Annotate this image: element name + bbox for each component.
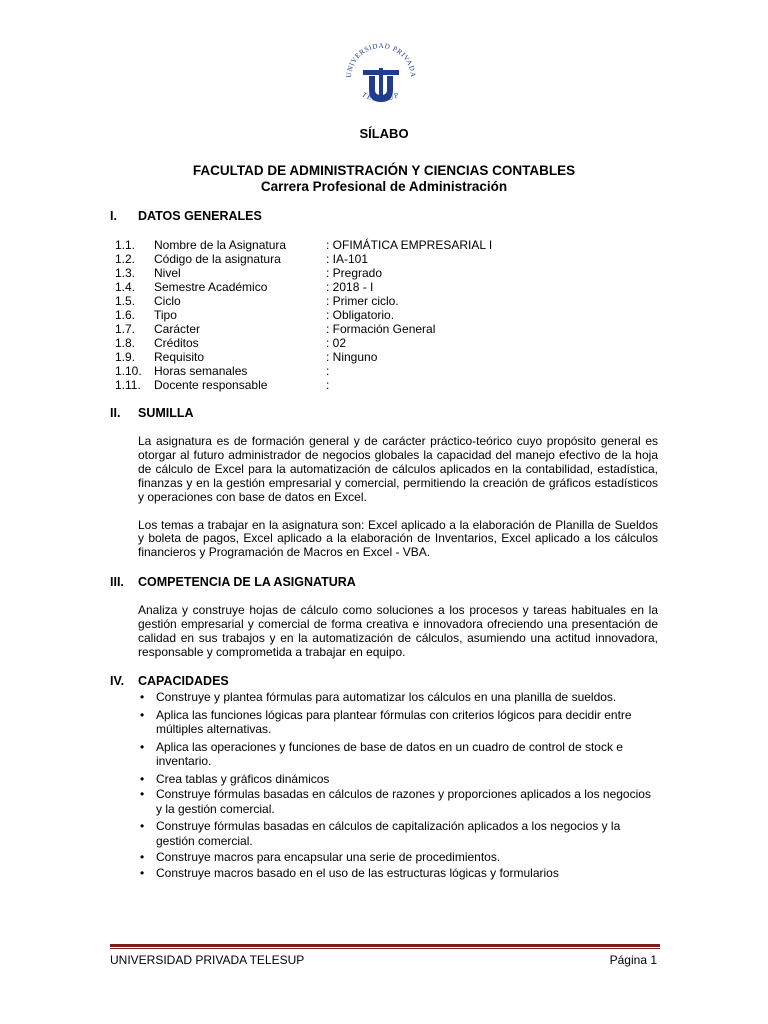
row-label: Créditos xyxy=(154,336,199,350)
row-value: : Formación General xyxy=(326,322,436,336)
row-label: Carácter xyxy=(154,322,201,336)
list-item: • Crea tablas y gráficos dinámicos xyxy=(138,772,658,787)
row-label: Tipo xyxy=(154,308,177,322)
footer-university: UNIVERSIDAD PRIVADA TELESUP xyxy=(110,953,305,967)
row-label: Docente responsable xyxy=(154,378,268,392)
list-item: • Construye fórmulas basadas en cálculos de razones y proporciones aplicados a los negocios y la gestión comercial. xyxy=(138,787,658,816)
footer-divider-thin xyxy=(110,948,660,949)
logo-text-bottom: TELESUP xyxy=(360,90,402,104)
faculty-title: FACULTAD DE ADMINISTRACIÓN Y CIENCIAS CONTABLES xyxy=(192,163,576,178)
row-value: : OFIMÁTICA EMPRESARIAL I xyxy=(326,238,493,252)
section-number: IV. xyxy=(110,674,125,688)
row-value: : Primer ciclo. xyxy=(326,294,399,308)
section-heading-competencia xyxy=(110,575,356,589)
capacidades-list xyxy=(138,690,658,880)
footer-divider xyxy=(110,944,660,947)
row-value: : Ninguno xyxy=(326,350,378,364)
list-item: • Construye macros basado en el uso de las estructuras lógicas y formularios xyxy=(138,866,658,881)
section-title: SUMILLA xyxy=(138,406,194,420)
paragraph: Analiza y construye hojas de cálculo como soluciones a los procesos y tareas habituales en la gestión empresarial y comercial de forma creativa e innovadora ofreciendo una presentación de calidad en sus trabajos y en la automatización de cálculos, asumiendo una actitud innovadora, responsable y comprometida a trabajar en equipo. xyxy=(138,603,658,659)
section-title: COMPETENCIA DE LA ASIGNATURA xyxy=(138,575,356,589)
list-item: • Construye fórmulas basadas en cálculos de capitalización aplicados a los negocios y la gestión comercial. xyxy=(138,819,658,848)
row-number: 1.2. xyxy=(115,252,136,266)
list-item: • Construye y plantea fórmulas para automatizar los cálculos en una planilla de sueldos. xyxy=(138,690,658,705)
row-label: Código de la asignatura xyxy=(154,252,281,266)
row-value: : Pregrado xyxy=(326,266,383,280)
row-label: Nivel xyxy=(154,266,181,280)
row-value: : 2018 - I xyxy=(326,280,374,294)
list-item: • Construye macros para encapsular una serie de procedimientos. xyxy=(138,850,658,865)
row-number: 1.10. xyxy=(115,364,142,378)
section-number: II. xyxy=(110,406,121,420)
row-number: 1.11. xyxy=(115,378,141,392)
paragraph: Los temas a trabajar en la asignatura son: Excel aplicado a la elaboración de Planilla de Sueldos y boleta de pagos, Excel aplicado a la elaboración de Inventarios, Excel aplicado a los cálculos financieros y Programación de Macros en Excel - VBA. xyxy=(138,517,658,560)
row-value: : xyxy=(326,364,330,378)
row-number: 1.7. xyxy=(115,322,136,336)
row-value: : 02 xyxy=(326,336,347,350)
list-item: • Aplica las funciones lógicas para plantear fórmulas con criterios lógicos para decidir entre múltiples alternativas. xyxy=(138,708,658,737)
section-heading-sumilla xyxy=(110,406,194,420)
university-logo xyxy=(333,38,429,114)
section-heading-datos-generales xyxy=(110,209,262,223)
row-label: Nombre de la Asignatura xyxy=(154,238,287,252)
row-number: 1.8. xyxy=(115,336,136,350)
row-number: 1.4. xyxy=(115,280,136,294)
row-value: : IA-101 xyxy=(326,252,369,266)
document-title: SÍLABO xyxy=(359,126,409,141)
career-title: Carrera Profesional de Administración xyxy=(260,179,508,194)
section-heading-capacidades xyxy=(110,674,229,688)
row-number: 1.3. xyxy=(115,266,136,280)
row-number: 1.5. xyxy=(115,294,136,308)
list-item: • Aplica las operaciones y funciones de base de datos en un cuadro de control de stock e inventario. xyxy=(138,740,658,769)
row-number: 1.9. xyxy=(115,350,136,364)
row-value: : Obligatorio. xyxy=(326,308,395,322)
footer-page-number: Página 1 xyxy=(609,953,657,967)
row-value: : xyxy=(326,378,330,392)
section-number: I. xyxy=(110,209,117,223)
paragraph: La asignatura es de formación general y de carácter práctico-teórico cuyo propósito general es otorgar al futuro administrador de negocios globales la capacidad del manejo efectivo de la hoja de cálculo de Excel para la automatización de cálculos aplicados en la contabilidad, estadística, finanzas y en la gestión empresarial y comercial, permitiendo la creación de gráficos estadísticos y operaciones con base de datos en Excel. xyxy=(138,434,658,504)
row-number: 1.6. xyxy=(115,308,136,322)
section-title: CAPACIDADES xyxy=(138,674,229,688)
section-number: III. xyxy=(110,575,124,589)
row-number: 1.1. xyxy=(115,238,136,252)
sumilla-text xyxy=(138,435,658,560)
row-label: Ciclo xyxy=(154,294,181,308)
row-label: Requisito xyxy=(154,350,205,364)
competencia-text xyxy=(138,604,658,660)
section-title: DATOS GENERALES xyxy=(138,209,262,223)
logo-text-top: UNIVERSIDAD PRIVADA xyxy=(344,41,418,78)
row-label: Horas semanales xyxy=(154,364,248,378)
row-label: Semestre Académico xyxy=(154,280,268,294)
